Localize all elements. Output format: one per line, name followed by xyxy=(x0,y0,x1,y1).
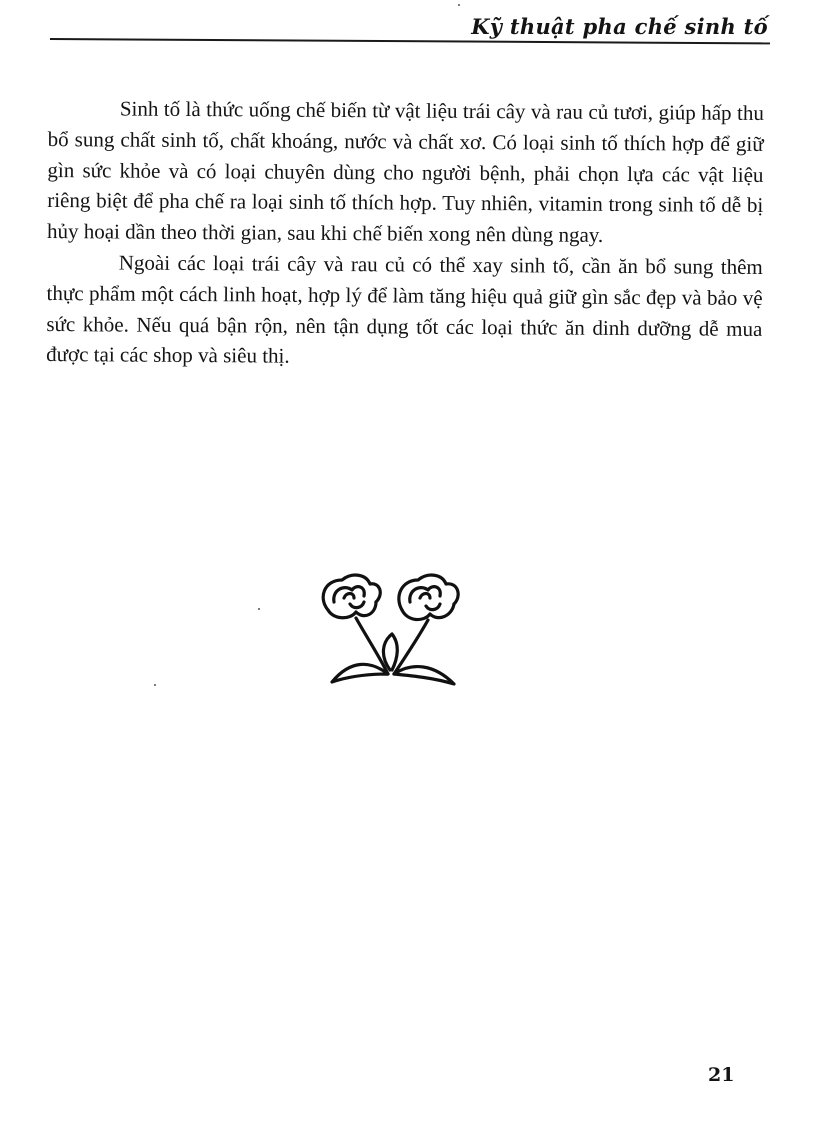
running-header-title: Kỹ thuật pha chế sinh tố xyxy=(471,14,768,39)
body-text xyxy=(46,93,764,375)
page-number: 21 xyxy=(708,1064,735,1086)
paragraph-2: Ngoài các loại trái cây và rau củ có thể xay sinh tố, cần ăn bổ sung thêm thực phẩm một cách linh hoạt, hợp lý để làm tăng hiệu quả giữ gìn sắc đẹp và bảo vệ sức khỏe. Nếu quá bận rộn, nên tận dụng tốt các loại thức ăn dinh dưỡng dễ mua được tại các shop và siêu thị. xyxy=(46,250,763,369)
twin-roses-ornament-icon xyxy=(310,570,480,690)
speck xyxy=(458,4,460,6)
paragraph-1: Sinh tố là thức uống chế biến từ vật liệu trái cây và rau củ tươi, giúp hấp thu bổ sung chất sinh tố, chất khoáng, nước và chất xơ. Có loại sinh tố thích hợp để giữ gìn sức khỏe và có loại chuyên dùng cho người bệnh, phải chọn lựa các vật liệu riêng biệt để pha chế ra loại sinh tố thích hợp. Tuy nhiên, vitamin trong sinh tố dễ bị hủy hoại dần theo thời gian, sau khi chế biến xong nên dùng ngay. xyxy=(46,96,764,248)
speck xyxy=(154,684,156,686)
speck xyxy=(258,608,260,610)
